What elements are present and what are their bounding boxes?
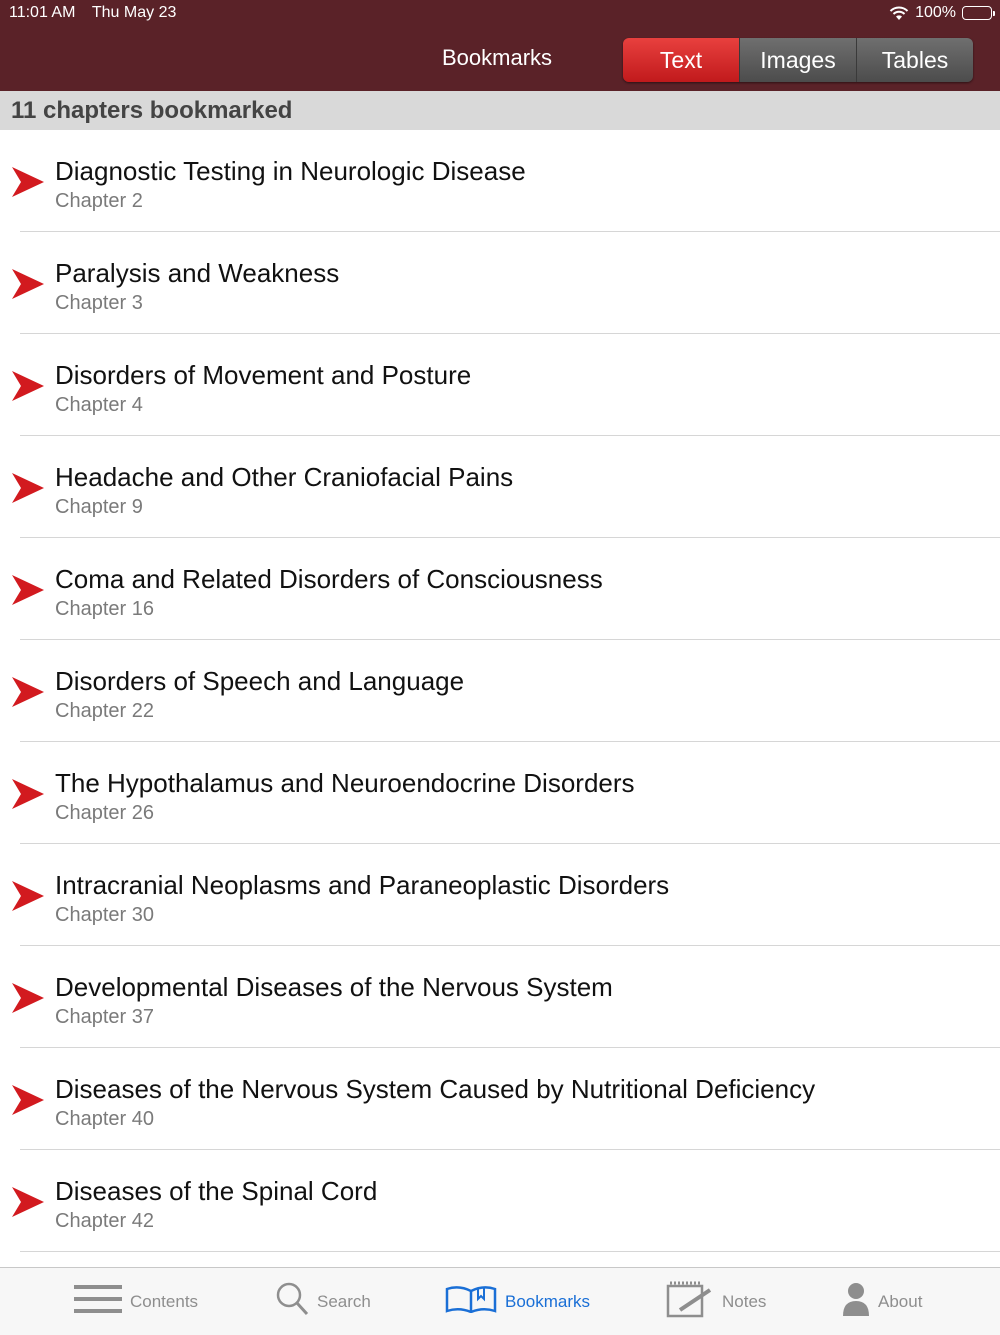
battery-icon <box>962 6 992 20</box>
bookmark-title: Headache and Other Craniofacial Pains <box>55 462 514 492</box>
status-date: Thu May 23 <box>91 4 177 21</box>
bookmark-title: Diagnostic Testing in Neurologic Disease <box>55 156 526 186</box>
bookmark-arrow-icon <box>12 1187 44 1222</box>
bookmark-title: Paralysis and Weakness <box>55 258 340 288</box>
bookmark-row[interactable] <box>0 538 1000 640</box>
bookmark-title: Developmental Diseases of the Nervous System <box>55 972 613 1002</box>
bookmark-arrow-icon <box>12 473 44 508</box>
tab-bookmarks[interactable] <box>445 1268 590 1335</box>
bookmark-chapter: Chapter 22 <box>55 700 154 722</box>
tab-bookmarks-label: Bookmarks <box>505 1291 591 1311</box>
search-icon <box>275 1281 309 1322</box>
bookmark-row[interactable] <box>0 1150 1000 1252</box>
list-icon <box>74 1283 122 1320</box>
page-title: Bookmarks <box>442 45 553 70</box>
bookmark-list <box>0 130 1000 1252</box>
bookmark-chapter: Chapter 37 <box>55 1006 154 1028</box>
bookmark-chapter: Chapter 3 <box>55 292 143 314</box>
tab-contents-label: Contents <box>130 1291 199 1311</box>
bookmark-chapter: Chapter 16 <box>55 598 154 620</box>
status-time-text: 11:01 AM <box>9 4 76 21</box>
tab-search-label: Search <box>317 1291 371 1311</box>
bookmark-arrow-icon <box>12 269 44 304</box>
wifi-icon <box>889 6 909 21</box>
bookmark-row[interactable] <box>0 130 1000 232</box>
tab-notes[interactable] <box>666 1268 766 1335</box>
bookmark-chapter: Chapter 26 <box>55 802 154 824</box>
tab-bar <box>0 1267 1000 1335</box>
bookmark-row[interactable] <box>0 334 1000 436</box>
bookmark-chapter: Chapter 42 <box>55 1210 154 1232</box>
bookmark-title: Coma and Related Disorders of Consciousness <box>55 564 603 594</box>
content-type-segmented-control <box>623 38 973 82</box>
bookmark-row[interactable] <box>0 232 1000 334</box>
bookmark-row[interactable] <box>0 742 1000 844</box>
section-header <box>0 91 1000 130</box>
segment-text[interactable]: Text <box>623 38 739 82</box>
status-indicators <box>889 4 992 22</box>
bookmark-arrow-icon <box>12 167 44 202</box>
bookmark-chapter: Chapter 2 <box>55 190 143 212</box>
book-icon <box>445 1285 497 1318</box>
bookmark-count: 11 chapters bookmarked <box>11 97 293 124</box>
bookmark-arrow-icon <box>12 677 44 712</box>
navigation-bar <box>0 0 1000 91</box>
tab-about[interactable] <box>842 1268 922 1335</box>
bookmark-title: Diseases of the Nervous System Caused by Nutritional Deficiency <box>55 1074 816 1104</box>
bookmark-title: The Hypothalamus and Neuroendocrine Disorders <box>55 768 635 798</box>
bookmark-arrow-icon <box>12 371 44 406</box>
bookmark-row[interactable] <box>0 844 1000 946</box>
bookmark-row[interactable] <box>0 946 1000 1048</box>
bookmark-arrow-icon <box>12 1085 44 1120</box>
segment-tables[interactable]: Tables <box>856 38 973 82</box>
notepad-icon <box>666 1280 714 1323</box>
bookmark-row[interactable] <box>0 1048 1000 1150</box>
tab-contents[interactable] <box>74 1268 198 1335</box>
bookmark-chapter: Chapter 40 <box>55 1108 154 1130</box>
status-time <box>9 4 176 22</box>
bookmark-title: Disorders of Movement and Posture <box>55 360 472 390</box>
bookmark-row[interactable] <box>0 640 1000 742</box>
bookmark-arrow-icon <box>12 779 44 814</box>
tab-about-label: About <box>878 1291 923 1311</box>
bookmark-arrow-icon <box>12 881 44 916</box>
bookmark-chapter: Chapter 30 <box>55 904 154 926</box>
person-icon <box>842 1282 870 1321</box>
bookmark-title: Diseases of the Spinal Cord <box>55 1176 378 1206</box>
bookmark-chapter: Chapter 4 <box>55 394 143 416</box>
bookmark-title: Disorders of Speech and Language <box>55 666 465 696</box>
bookmark-chapter: Chapter 9 <box>55 496 143 518</box>
segment-images[interactable]: Images <box>739 38 856 82</box>
bookmark-title: Intracranial Neoplasms and Paraneoplastic Disorders <box>55 870 670 900</box>
bookmark-row[interactable] <box>0 436 1000 538</box>
bookmark-arrow-icon <box>12 983 44 1018</box>
bookmark-arrow-icon <box>12 575 44 610</box>
tab-search[interactable] <box>275 1268 371 1335</box>
battery-percent: 100% <box>915 4 956 21</box>
tab-notes-label: Notes <box>722 1291 767 1311</box>
